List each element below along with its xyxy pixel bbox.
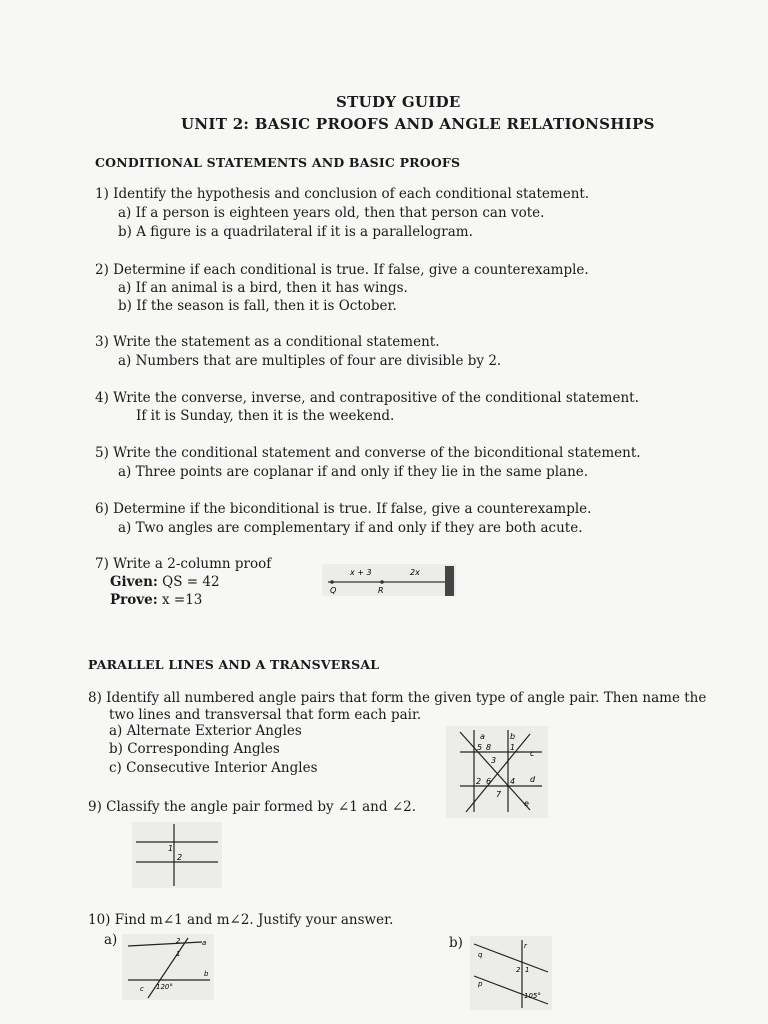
angle-1-label: 1 — [525, 966, 530, 974]
question-10a: a) — [104, 932, 118, 948]
figure-10a — [122, 934, 214, 1000]
question-1b: b) A figure is a quadrilateral if it is a parallelogram. — [118, 224, 473, 240]
question-10b: b) — [449, 935, 463, 951]
angle-3-label: 3 — [491, 756, 497, 765]
line-label-d: d — [530, 775, 536, 784]
question-9: 9) Classify the angle pair formed by ∠1 and ∠2. — [88, 799, 416, 815]
question-10: 10) Find m∠1 and m∠2. Justify your answer. — [88, 912, 394, 928]
angle-120-label: 120° — [156, 983, 173, 991]
section-heading-conditional: CONDITIONAL STATEMENTS AND BASIC PROOFS — [95, 155, 461, 170]
line-label-q: q — [478, 951, 483, 959]
angle-2-label: 2 — [177, 853, 183, 862]
section-heading-parallel: PARALLEL LINES AND A TRANSVERSAL — [88, 657, 380, 672]
given-value: QS = 42 — [157, 574, 220, 590]
angle-1-label: 1 — [176, 950, 181, 958]
angle-8-label: 8 — [486, 743, 492, 752]
question-1: 1) Identify the hypothesis and conclusion of each conditional statement. — [95, 186, 590, 202]
question-8b: b) Corresponding Angles — [109, 741, 280, 757]
angle-5-label: 5 — [477, 743, 483, 752]
question-3: 3) Write the statement as a conditional statement. — [95, 334, 440, 350]
angle-1-label: 1 — [168, 844, 174, 853]
question-1a: a) If a person is eighteen years old, then that person can vote. — [118, 205, 545, 221]
line-label-e: e — [524, 799, 529, 808]
question-7: 7) Write a 2-column proof — [95, 556, 272, 572]
line-label-a: a — [480, 732, 485, 741]
title-unit: UNIT 2: BASIC PROOFS AND ANGLE RELATIONSHIPS — [181, 115, 655, 133]
angle-2-label: 2 — [476, 777, 482, 786]
question-7-given — [110, 574, 220, 590]
angle-7-label: 7 — [496, 790, 502, 799]
angle-2-label: 2 — [176, 937, 181, 945]
title-study-guide: STUDY GUIDE — [336, 93, 461, 111]
prove-label: Prove: — [110, 592, 158, 608]
figure-10b — [470, 936, 552, 1010]
segment-label-2x: 2x — [410, 568, 420, 577]
angle-pair-figure — [132, 822, 222, 888]
angle-105-label: 105° — [524, 992, 541, 1000]
question-6: 6) Determine if the biconditional is true. If false, give a counterexample. — [95, 501, 592, 517]
angle-1-label: 1 — [510, 743, 516, 752]
question-6a: a) Two angles are complementary if and only if they are both acute. — [118, 520, 583, 536]
question-5a: a) Three points are coplanar if and only if they lie in the same plane. — [118, 464, 589, 480]
question-4: 4) Write the converse, inverse, and contrapositive of the conditional statement. — [95, 390, 639, 406]
angle-pairs-figure — [446, 726, 548, 818]
point-r-label: R — [378, 586, 384, 595]
line-label-b: b — [204, 970, 209, 978]
line-label-b: b — [510, 732, 516, 741]
line-label-r: r — [524, 942, 527, 950]
question-7-prove — [110, 592, 202, 608]
question-8c: c) Consecutive Interior Angles — [109, 760, 318, 776]
line-label-c: c — [530, 749, 535, 758]
segment-label-x-plus-3: x + 3 — [350, 568, 372, 577]
line-label-p: p — [478, 980, 483, 988]
point-q-label: Q — [330, 586, 337, 595]
question-3a: a) Numbers that are multiples of four are divisible by 2. — [118, 353, 502, 369]
line-label-a: a — [202, 939, 207, 947]
question-8a: a) Alternate Exterior Angles — [109, 723, 302, 739]
prove-value: x =13 — [157, 592, 203, 608]
question-2b: b) If the season is fall, then it is October. — [118, 298, 397, 314]
question-4-statement: If it is Sunday, then it is the weekend. — [136, 408, 395, 424]
given-label: Given: — [110, 574, 158, 590]
angle-6-label: 6 — [486, 777, 492, 786]
question-2: 2) Determine if each conditional is true. If false, give a counterexample. — [95, 262, 589, 278]
angle-2-label: 2 — [516, 966, 521, 974]
line-label-c: c — [140, 985, 144, 993]
question-5: 5) Write the conditional statement and converse of the biconditional statement. — [95, 445, 641, 461]
segment-figure — [322, 560, 456, 598]
question-8: 8) Identify all numbered angle pairs that form the given type of angle pair. Then name the — [88, 690, 707, 706]
question-8-line2: two lines and transversal that form each pair. — [109, 707, 422, 723]
question-2a: a) If an animal is a bird, then it has wings. — [118, 280, 408, 296]
angle-4-label: 4 — [510, 777, 516, 786]
